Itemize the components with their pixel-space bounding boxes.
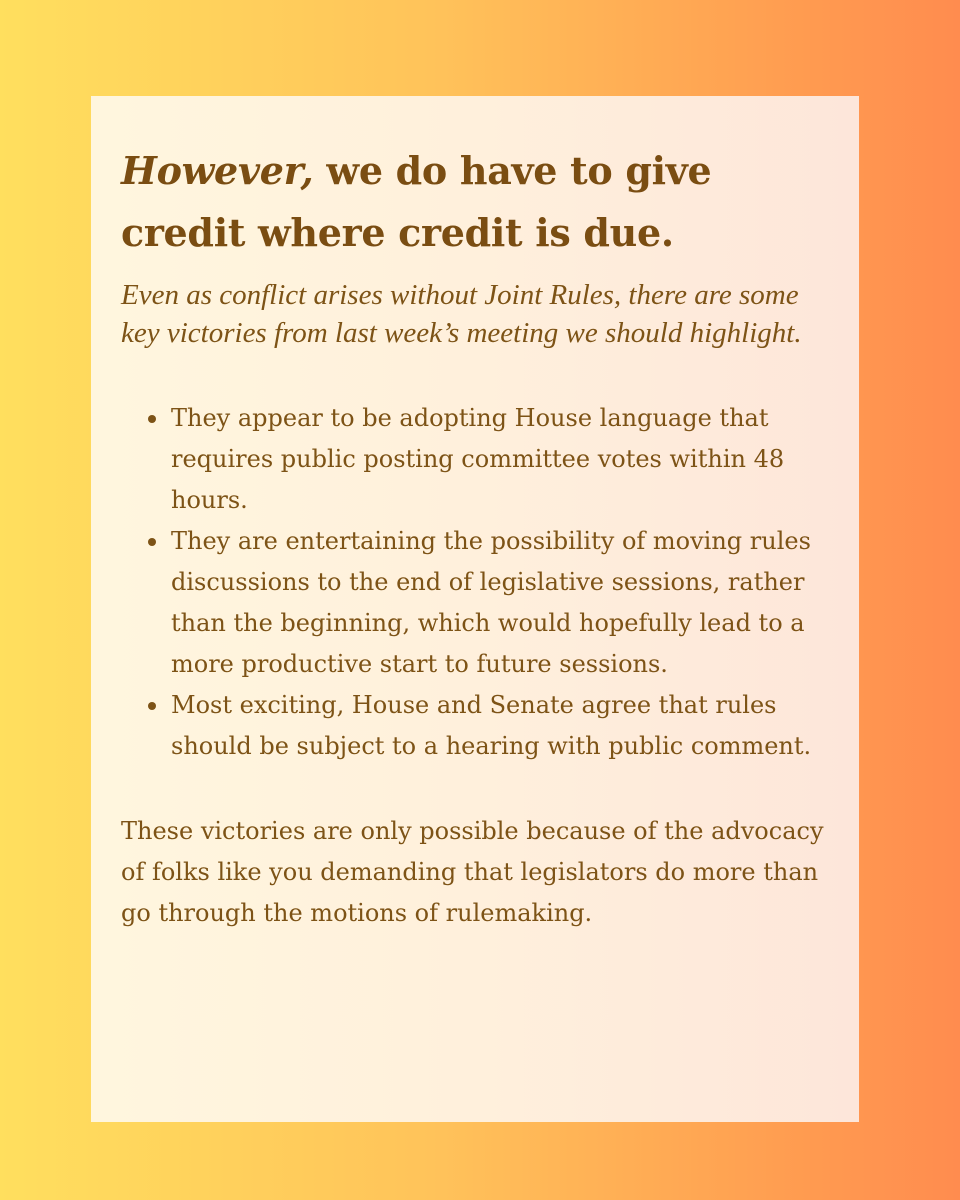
heading xyxy=(121,140,829,264)
list-item: Most exciting, House and Senate agree that rules should be subject to a hearing with public comment. xyxy=(171,685,829,767)
list-item: They appear to be adopting House language that requires public posting committee votes within 48 hours. xyxy=(171,398,829,521)
content-card xyxy=(91,96,859,1122)
heading-emphasis: However, xyxy=(121,148,314,193)
closing-text: These victories are only possible because of the advocacy of folks like you demanding that legislators do more than go through the motions of rulemaking. xyxy=(121,817,824,927)
heading-rest: we do have to give credit where credit is due. xyxy=(121,148,712,255)
intro-text: Even as conflict arises without Joint Rules, there are some key victories from last week’s meeting we should highlight. xyxy=(121,279,802,349)
victories-list xyxy=(121,398,829,767)
list-item: They are entertaining the possibility of moving rules discussions to the end of legislative sessions, rather than the beginning, which would hopefully lead to a more productive start to future sessions. xyxy=(171,521,829,685)
